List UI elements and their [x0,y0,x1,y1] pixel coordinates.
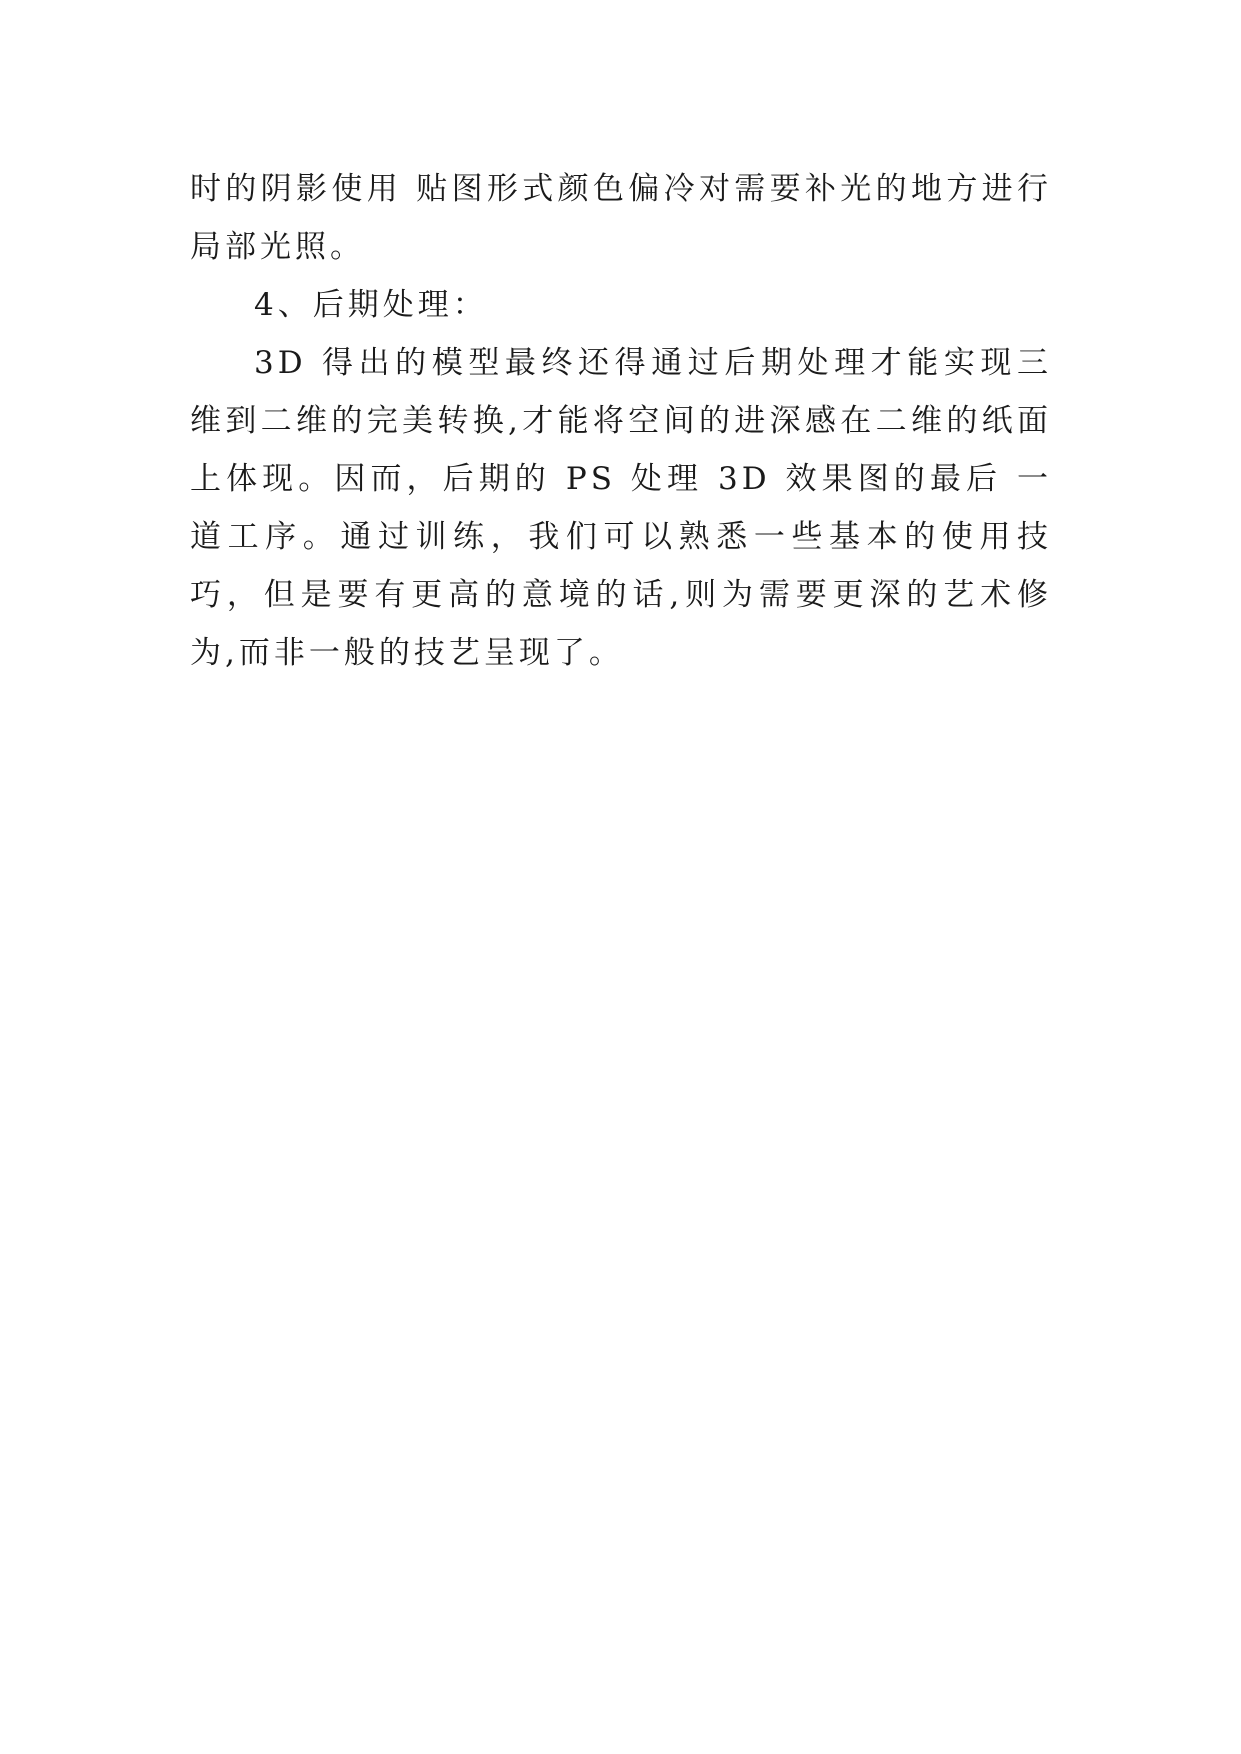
section-heading-post-processing: 4、后期处理： [254,287,488,323]
paragraph-shadow-lighting: 时的阴影使用 贴图形式颜色偏冷对需要补光的地方进行局部光照。 [190,171,1052,265]
paragraph-post-processing: 3D 得出的模型最终还得通过后期处理才能实现三维到二维的完美转换,才能将空间的进深感在二维的纸面上体现。因而，后期的 PS 处理 3D 效果图的最后 一道工序。通过训练，我们可以熟悉一些基本的使用技巧，但是要有更高的意境的话,则为需要更深的艺术修为,而非一般的技艺呈现了。 [190,345,1052,671]
document-body [190,160,1052,682]
